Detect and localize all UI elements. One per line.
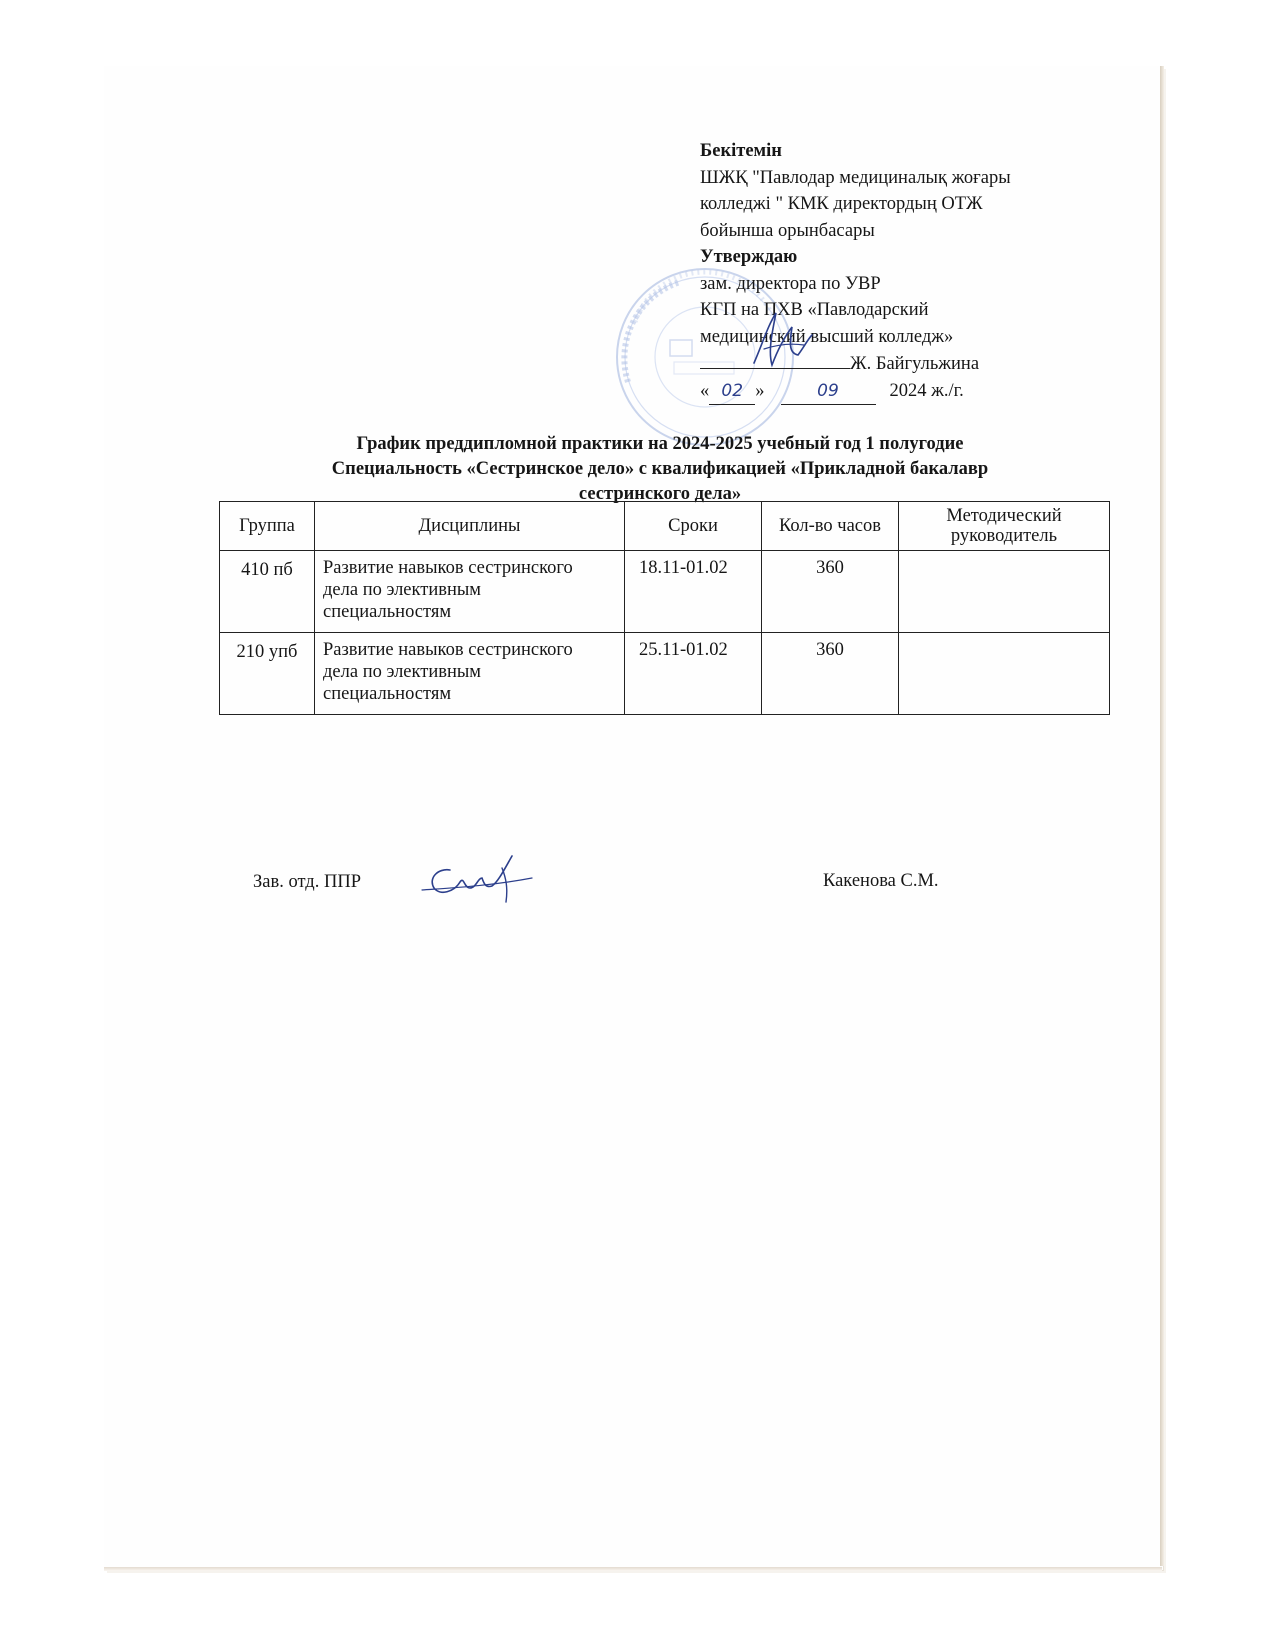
discipline-line: Развитие навыков сестринского <box>323 640 573 660</box>
date-year: 2024 ж./г. <box>889 380 964 401</box>
page-bottom-shadow <box>104 1567 1162 1571</box>
approval-ru-label: Утверждаю <box>700 247 798 267</box>
cell-dates: 25.11-01.02 <box>625 633 762 715</box>
approval-kz-line: колледжі " КМК директордың ОТЖ <box>700 194 983 214</box>
cell-group: 210 упб <box>220 633 315 715</box>
discipline-line: дела по элективным <box>323 662 482 682</box>
header-method-line: Методический <box>946 506 1062 526</box>
document-title <box>200 432 1120 507</box>
discipline-line: специальностям <box>323 602 452 622</box>
head-signature <box>420 848 540 908</box>
header-method-supervisor <box>899 502 1110 551</box>
cell-hours: 360 <box>762 633 899 715</box>
cell-method-supervisor <box>899 633 1110 715</box>
page-edge-shadow <box>1160 66 1164 1566</box>
table-row <box>220 633 1110 715</box>
footer-position: Зав. отд. ППР <box>253 872 361 892</box>
title-line: График преддипломной практики на 2024-2025 учебный год 1 полугодие <box>356 434 964 454</box>
approval-kz-line: ШЖҚ "Павлодар медициналық жоғары <box>700 167 1011 188</box>
cell-hours: 360 <box>762 551 899 633</box>
signature-line <box>700 350 1100 378</box>
date-day: 02 <box>709 378 755 406</box>
approval-block <box>700 138 1100 405</box>
header-dates: Сроки <box>625 502 762 551</box>
header-method-line: руководитель <box>950 526 1058 546</box>
cell-discipline <box>315 633 625 715</box>
approval-kz-line: бойынша орынбасары <box>700 220 875 241</box>
date-month: 09 <box>781 378 876 406</box>
title-line: Специальность «Сестринское дело» с квалификацией «Прикладной бакалавр <box>331 459 989 479</box>
header-hours: Кол-во часов <box>762 502 899 551</box>
header-group: Группа <box>220 502 315 551</box>
cell-discipline <box>315 551 625 633</box>
approval-ru-line: КГП на ПХВ «Павлодарский <box>700 300 929 320</box>
table-row <box>220 551 1110 633</box>
table-header-row <box>220 502 1110 551</box>
practice-schedule-table <box>219 501 1110 715</box>
cell-method-supervisor <box>899 551 1110 633</box>
approval-date <box>700 378 1100 406</box>
cell-group: 410 пб <box>220 551 315 633</box>
cell-dates: 18.11-01.02 <box>625 551 762 633</box>
approval-ru-line: зам. директора по УВР <box>700 273 881 294</box>
discipline-line: специальностям <box>323 684 452 704</box>
date-open-quote: « <box>700 380 710 401</box>
approval-ru-line: медицинский высший колледж» <box>700 326 954 347</box>
footer-name: Какенова С.М. <box>823 871 939 891</box>
discipline-line: Развитие навыков сестринского <box>323 558 573 578</box>
discipline-line: дела по элективным <box>323 580 482 600</box>
approver-name: Ж. Байгульжина <box>850 354 980 374</box>
signature-blank <box>700 350 850 369</box>
approval-kz-label: Бекітемін <box>700 141 782 161</box>
date-close-quote: » <box>755 380 765 401</box>
header-disciplines: Дисциплины <box>315 502 625 551</box>
title-line: сестринского дела» <box>578 484 742 504</box>
